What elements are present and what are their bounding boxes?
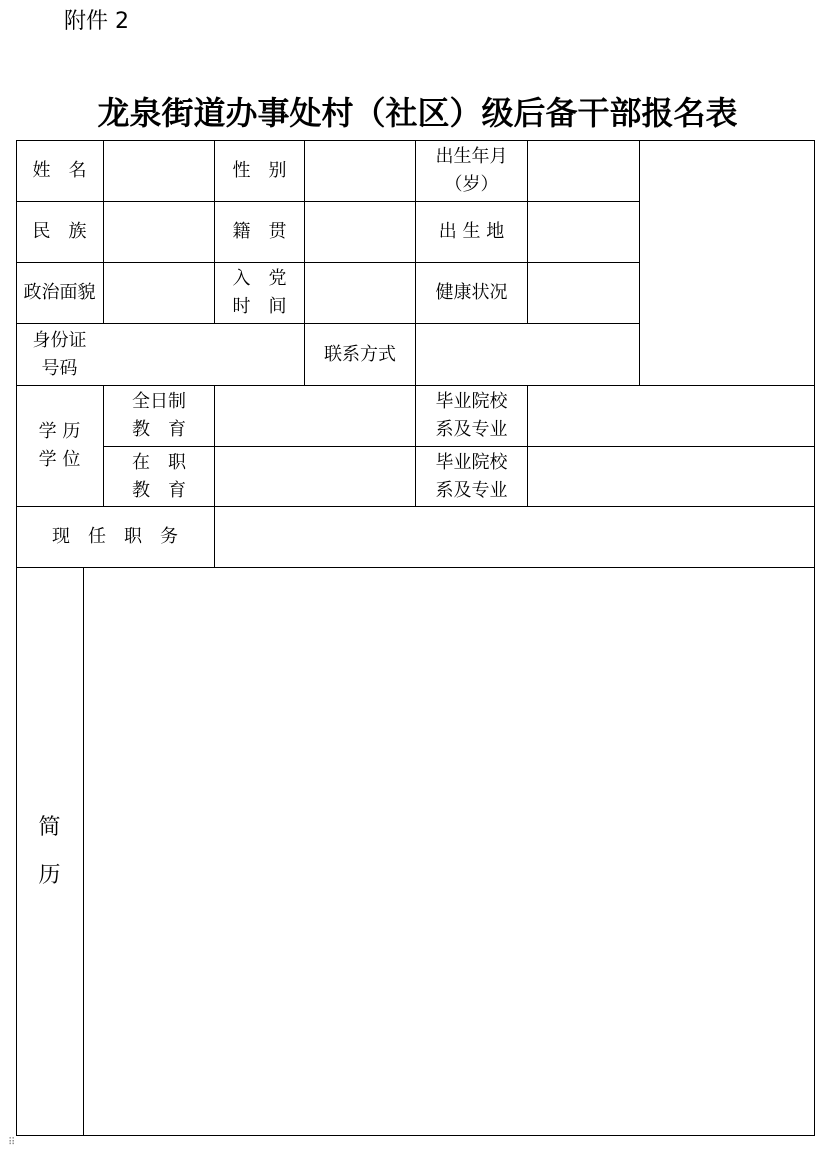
label-id-number: 身份证 号码	[32, 329, 87, 379]
label-party-join-date: 入 党 时 间	[232, 268, 287, 317]
label-native-place: 籍 贯	[232, 221, 287, 242]
fulltime-school-field[interactable]	[528, 386, 814, 446]
contact-field[interactable]	[416, 324, 639, 385]
label-birth-date: 出生年月 （岁）	[435, 145, 508, 195]
table-border-right	[814, 140, 815, 1136]
inservice-school-field[interactable]	[528, 447, 814, 506]
inservice-degree-field[interactable]	[215, 447, 415, 506]
label-school-major-2: 毕业院校 系及专业	[435, 451, 508, 501]
label-contact: 联系方式	[324, 343, 396, 365]
label-name: 姓 名	[32, 159, 87, 181]
table-border-bottom	[16, 1135, 815, 1136]
gender-field[interactable]	[305, 140, 415, 201]
attachment-label: 附件 2	[64, 9, 129, 34]
label-fulltime-education: 全日制 教 育	[132, 391, 186, 440]
label-resume: 简 历	[38, 814, 61, 888]
label-inservice-education: 在 职 教 育	[132, 451, 186, 501]
political-status-field[interactable]	[104, 263, 214, 323]
photo-area[interactable]	[640, 141, 814, 385]
drag-handle-icon[interactable]: ⠿	[8, 1137, 16, 1148]
label-political-status: 政治面貌	[23, 282, 96, 303]
page-title: 龙泉街道办事处村（社区）级后备干部报名表	[97, 94, 738, 132]
fulltime-degree-field[interactable]	[215, 386, 415, 446]
label-birthplace: 出 生 地	[438, 221, 505, 242]
native-place-field[interactable]	[305, 202, 415, 262]
ethnicity-field[interactable]	[104, 202, 214, 262]
label-health: 健康状况	[435, 282, 508, 303]
label-gender: 性 别	[232, 159, 287, 181]
label-education-degree: 学 历 学 位	[38, 421, 81, 470]
label-school-major: 毕业院校 系及专业	[435, 391, 508, 440]
label-current-position: 现 任 职 务	[52, 526, 178, 547]
name-field[interactable]	[104, 140, 214, 201]
id-number-field[interactable]	[104, 324, 304, 385]
registration-form-table	[16, 140, 815, 1136]
resume-field[interactable]	[84, 568, 814, 1135]
label-ethnicity: 民 族	[32, 221, 87, 242]
current-position-field[interactable]	[215, 507, 814, 567]
party-join-date-field[interactable]	[305, 263, 415, 323]
health-field[interactable]	[528, 263, 639, 323]
birth-date-field[interactable]	[528, 140, 639, 201]
birthplace-field[interactable]	[528, 202, 639, 262]
